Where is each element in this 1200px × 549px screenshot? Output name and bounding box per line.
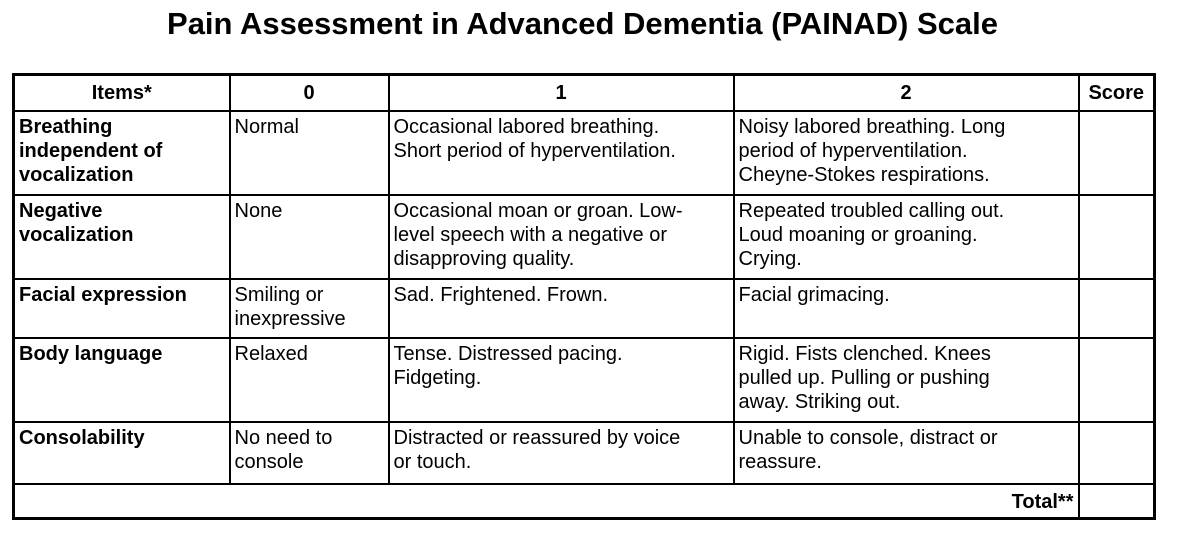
item-line: Consolability	[19, 426, 145, 449]
cell-line: disapproving quality.	[393, 247, 575, 270]
cell-line: period of hyperventilation.	[738, 139, 968, 162]
cell-line: No need to	[234, 426, 333, 449]
item-line: independent of	[19, 139, 163, 162]
score-cell[interactable]	[1079, 422, 1155, 484]
score-cell[interactable]	[1079, 111, 1155, 195]
cell-score-2	[734, 195, 1079, 279]
header-score-2: 2	[734, 75, 1079, 111]
cell-line: Distracted or reassured by voice	[393, 426, 681, 449]
header-score-0: 0	[230, 75, 389, 111]
table-row	[14, 279, 1155, 338]
table-row	[14, 111, 1155, 195]
cell-score-0	[230, 279, 389, 338]
item-breathing	[14, 111, 230, 195]
cell-line: Short period of hyperventilation.	[393, 139, 676, 162]
cell-line: Occasional labored breathing.	[393, 115, 660, 138]
cell-line: Cheyne-Stokes respirations.	[738, 163, 990, 186]
cell-line: Crying.	[738, 247, 802, 270]
total-label: Total**	[14, 484, 1079, 519]
cell-line: pulled up. Pulling or pushing	[738, 366, 990, 389]
cell-line: Loud moaning or groaning.	[738, 223, 978, 246]
cell-score-1	[389, 111, 734, 195]
header-score-1: 1	[389, 75, 734, 111]
item-line: vocalization	[19, 223, 134, 246]
cell-line: Smiling or	[234, 283, 324, 306]
item-negative-vocalization	[14, 195, 230, 279]
item-line: Facial expression	[19, 283, 187, 306]
cell-line: Normal	[234, 115, 299, 138]
cell-line: Sad. Frightened. Frown.	[393, 283, 609, 306]
painad-table	[12, 73, 1156, 520]
cell-line: reassure.	[738, 450, 822, 473]
cell-line: Noisy labored breathing. Long	[738, 115, 1006, 138]
cell-score-0	[230, 422, 389, 484]
header-score: Score	[1079, 75, 1155, 111]
item-facial-expression	[14, 279, 230, 338]
item-consolability	[14, 422, 230, 484]
total-score-cell[interactable]	[1079, 484, 1155, 519]
cell-score-1	[389, 195, 734, 279]
cell-line: Tense. Distressed pacing.	[393, 342, 623, 365]
score-cell[interactable]	[1079, 338, 1155, 422]
item-line: Body language	[19, 342, 163, 365]
cell-score-2	[734, 338, 1079, 422]
cell-line: inexpressive	[234, 307, 346, 330]
cell-line: Repeated troubled calling out.	[738, 199, 1005, 222]
item-body-language	[14, 338, 230, 422]
table-row	[14, 422, 1155, 484]
cell-line: Fidgeting.	[393, 366, 482, 389]
item-line: vocalization	[19, 163, 134, 186]
score-cell[interactable]	[1079, 195, 1155, 279]
cell-score-2	[734, 111, 1079, 195]
cell-score-2	[734, 279, 1079, 338]
cell-line: console	[234, 450, 304, 473]
score-cell[interactable]	[1079, 279, 1155, 338]
cell-score-1	[389, 279, 734, 338]
cell-score-1	[389, 338, 734, 422]
item-line: Breathing	[19, 115, 113, 138]
total-row	[14, 484, 1155, 519]
page-title: Pain Assessment in Advanced Dementia (PAINAD) Scale	[167, 6, 998, 41]
cell-line: away. Striking out.	[738, 390, 901, 413]
cell-score-2	[734, 422, 1079, 484]
cell-line: Rigid. Fists clenched. Knees	[738, 342, 991, 365]
cell-score-1	[389, 422, 734, 484]
cell-score-0	[230, 338, 389, 422]
table-row	[14, 338, 1155, 422]
header-row	[14, 75, 1155, 111]
cell-score-0	[230, 111, 389, 195]
cell-line: Occasional moan or groan. Low-	[393, 199, 683, 222]
item-line: Negative	[19, 199, 103, 222]
cell-line: Unable to console, distract or	[738, 426, 998, 449]
cell-line: Facial grimacing.	[738, 283, 890, 306]
cell-line: level speech with a negative or	[393, 223, 667, 246]
cell-score-0	[230, 195, 389, 279]
table-row	[14, 195, 1155, 279]
cell-line: or touch.	[393, 450, 472, 473]
cell-line: Relaxed	[234, 342, 308, 365]
header-items: Items*	[14, 75, 230, 111]
cell-line: None	[234, 199, 283, 222]
